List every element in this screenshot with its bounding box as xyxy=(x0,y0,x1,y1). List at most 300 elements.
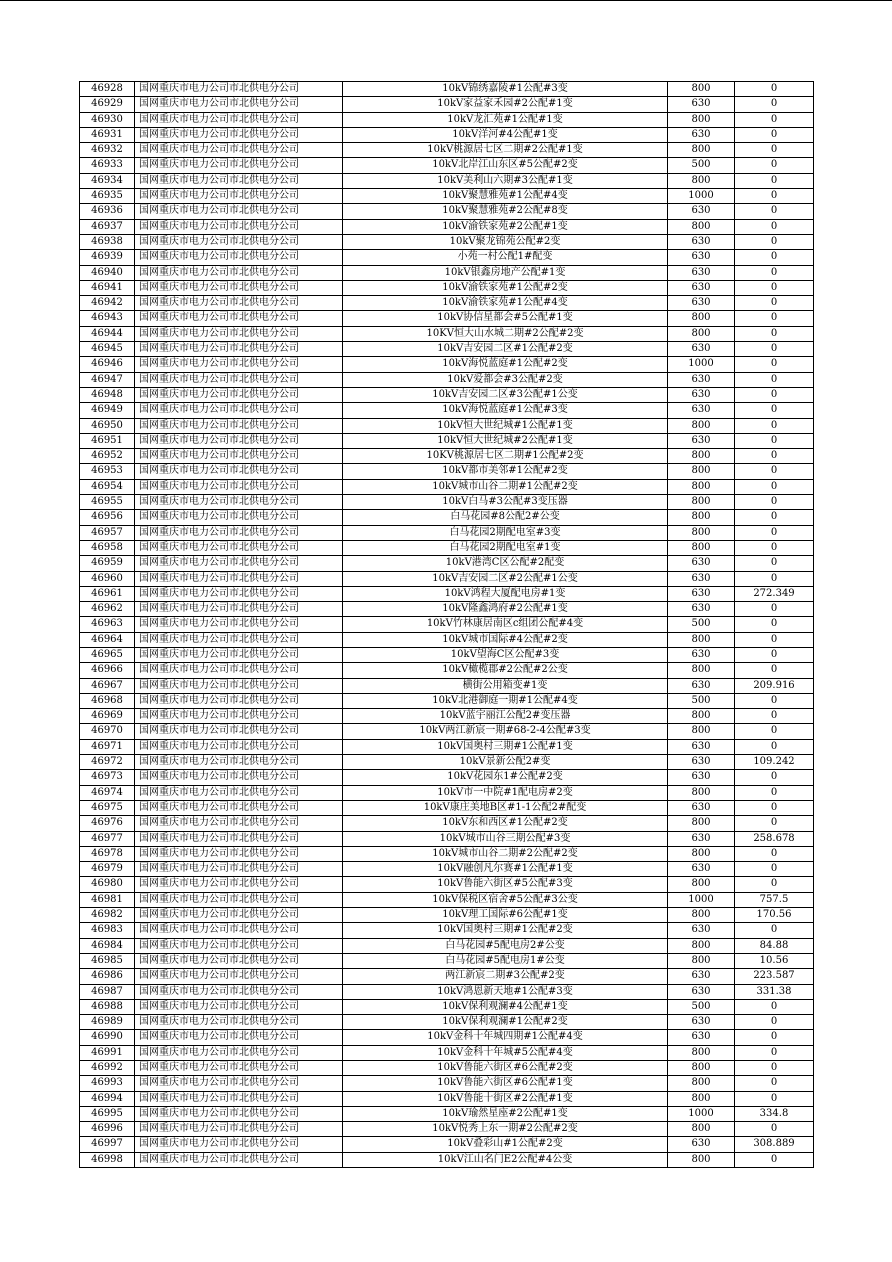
capacity-cell: 800 xyxy=(668,724,735,739)
transformer-name-cell: 白马花园2期配电室#1变 xyxy=(343,540,668,555)
capacity-cell: 800 xyxy=(668,1122,735,1137)
company-cell: 国网重庆市电力公司市北供电分公司 xyxy=(135,250,343,265)
capacity-cell: 800 xyxy=(668,418,735,433)
value-cell: 0 xyxy=(735,617,814,632)
company-cell: 国网重庆市电力公司市北供电分公司 xyxy=(135,984,343,999)
table-row xyxy=(80,938,814,953)
row-id: 46987 xyxy=(80,984,135,999)
value-cell: 0 xyxy=(735,846,814,861)
value-cell: 0 xyxy=(735,1045,814,1060)
company-cell: 国网重庆市电力公司市北供电分公司 xyxy=(135,724,343,739)
capacity-cell: 800 xyxy=(668,1045,735,1060)
transformer-name-cell: 10kV渝铁家苑#2公配#1变 xyxy=(343,219,668,234)
row-id: 46972 xyxy=(80,755,135,770)
row-id: 46976 xyxy=(80,816,135,831)
value-cell: 0 xyxy=(735,1152,814,1167)
row-id: 46951 xyxy=(80,433,135,448)
row-id: 46933 xyxy=(80,158,135,173)
table-row xyxy=(80,219,814,234)
transformer-name-cell: 10kV龙汇苑#1公配#1变 xyxy=(343,112,668,127)
value-cell: 0 xyxy=(735,1030,814,1045)
company-cell: 国网重庆市电力公司市北供电分公司 xyxy=(135,1015,343,1030)
capacity-cell: 630 xyxy=(668,342,735,357)
capacity-cell: 630 xyxy=(668,372,735,387)
transformer-name-cell: 10kV洋河#4公配#1变 xyxy=(343,127,668,142)
row-id: 46946 xyxy=(80,357,135,372)
table-row xyxy=(80,877,814,892)
value-cell: 308.889 xyxy=(735,1137,814,1152)
row-id: 46961 xyxy=(80,586,135,601)
table-row xyxy=(80,984,814,999)
table-row xyxy=(80,969,814,984)
transformer-name-cell: 10kV融创凡尔赛#1公配#1变 xyxy=(343,862,668,877)
company-cell: 国网重庆市电力公司市北供电分公司 xyxy=(135,739,343,754)
value-cell: 170.56 xyxy=(735,908,814,923)
transformer-name-cell: 10kV理工国际#6公配#1变 xyxy=(343,908,668,923)
company-cell: 国网重庆市电力公司市北供电分公司 xyxy=(135,571,343,586)
transformer-name-cell: 10kV望海C区公配#3变 xyxy=(343,647,668,662)
table-row xyxy=(80,923,814,938)
value-cell: 0 xyxy=(735,495,814,510)
company-cell: 国网重庆市电力公司市北供电分公司 xyxy=(135,418,343,433)
table-row xyxy=(80,495,814,510)
row-id: 46958 xyxy=(80,540,135,555)
row-id: 46943 xyxy=(80,311,135,326)
company-cell: 国网重庆市电力公司市北供电分公司 xyxy=(135,709,343,724)
company-cell: 国网重庆市电力公司市北供电分公司 xyxy=(135,1061,343,1076)
company-cell: 国网重庆市电力公司市北供电分公司 xyxy=(135,127,343,142)
company-cell: 国网重庆市电力公司市北供电分公司 xyxy=(135,877,343,892)
capacity-cell: 630 xyxy=(668,862,735,877)
capacity-cell: 800 xyxy=(668,1061,735,1076)
value-cell: 272.349 xyxy=(735,586,814,601)
transformer-name-cell: 10kV金科十年城#5公配#4变 xyxy=(343,1045,668,1060)
company-cell: 国网重庆市电力公司市北供电分公司 xyxy=(135,449,343,464)
row-id: 46967 xyxy=(80,678,135,693)
value-cell: 0 xyxy=(735,510,814,525)
table-row xyxy=(80,372,814,387)
row-id: 46930 xyxy=(80,112,135,127)
value-cell: 209.916 xyxy=(735,678,814,693)
transformer-name-cell: 10kV鸿程大厦配电房#1变 xyxy=(343,586,668,601)
table-row xyxy=(80,296,814,311)
company-cell: 国网重庆市电力公司市北供电分公司 xyxy=(135,862,343,877)
company-cell: 国网重庆市电力公司市北供电分公司 xyxy=(135,296,343,311)
transformer-name-cell: 10kV鸿恩新天地#1公配#3变 xyxy=(343,984,668,999)
table-row xyxy=(80,999,814,1014)
transformer-name-cell: 两江新宸二期#3公配#2变 xyxy=(343,969,668,984)
table-row xyxy=(80,326,814,341)
transformer-name-cell: 10kV鲁能六街区#5公配#3变 xyxy=(343,877,668,892)
row-id: 46996 xyxy=(80,1122,135,1137)
row-id: 46965 xyxy=(80,647,135,662)
transformer-name-cell: 10kV渝铁家苑#1公配#2变 xyxy=(343,280,668,295)
capacity-cell: 800 xyxy=(668,1091,735,1106)
value-cell: 0 xyxy=(735,250,814,265)
transformer-name-cell: 10kV蓝宇丽江公配2#变压器 xyxy=(343,709,668,724)
company-cell: 国网重庆市电力公司市北供电分公司 xyxy=(135,311,343,326)
row-id: 46980 xyxy=(80,877,135,892)
table-row xyxy=(80,403,814,418)
transformer-name-cell: 10kV吉安园二区#1公配#2变 xyxy=(343,342,668,357)
table-row xyxy=(80,785,814,800)
transformer-name-cell: 10kV城市山谷三期公配#3变 xyxy=(343,831,668,846)
row-id: 46939 xyxy=(80,250,135,265)
table-row xyxy=(80,1106,814,1121)
table-row xyxy=(80,158,814,173)
transformer-name-cell: 10kV白马#3公配#3变压器 xyxy=(343,495,668,510)
transformer-name-cell: 小苑一村公配1#配变 xyxy=(343,250,668,265)
capacity-cell: 800 xyxy=(668,82,735,97)
value-cell: 0 xyxy=(735,632,814,647)
value-cell: 0 xyxy=(735,433,814,448)
row-id: 46968 xyxy=(80,693,135,708)
capacity-cell: 800 xyxy=(668,495,735,510)
value-cell: 0 xyxy=(735,816,814,831)
transformer-name-cell: 10kV两江新宸一期#68-2-4公配#3变 xyxy=(343,724,668,739)
table-row xyxy=(80,953,814,968)
row-id: 46960 xyxy=(80,571,135,586)
capacity-cell: 630 xyxy=(668,97,735,112)
capacity-cell: 800 xyxy=(668,908,735,923)
transformer-name-cell: 10kV家益家禾园#2公配#1变 xyxy=(343,97,668,112)
transformer-name-cell: 10kV东和西区#1公配#2变 xyxy=(343,816,668,831)
company-cell: 国网重庆市电力公司市北供电分公司 xyxy=(135,586,343,601)
table-row xyxy=(80,755,814,770)
company-cell: 国网重庆市电力公司市北供电分公司 xyxy=(135,158,343,173)
row-id: 46949 xyxy=(80,403,135,418)
table-row xyxy=(80,846,814,861)
transformer-name-cell: 10kV保利观澜#4公配#1变 xyxy=(343,999,668,1014)
company-cell: 国网重庆市电力公司市北供电分公司 xyxy=(135,189,343,204)
transformer-name-cell: 10KV恒大山水城二期#2公配#2变 xyxy=(343,326,668,341)
table-row xyxy=(80,1030,814,1045)
capacity-cell: 630 xyxy=(668,556,735,571)
capacity-cell: 800 xyxy=(668,938,735,953)
company-cell: 国网重庆市电力公司市北供电分公司 xyxy=(135,953,343,968)
table-row xyxy=(80,265,814,280)
value-cell: 0 xyxy=(735,663,814,678)
transformer-name-cell: 10kV国奥村三期#1公配#2变 xyxy=(343,923,668,938)
value-cell: 258.678 xyxy=(735,831,814,846)
company-cell: 国网重庆市电力公司市北供电分公司 xyxy=(135,525,343,540)
transformer-name-cell: 10kV银鑫房地产公配#1变 xyxy=(343,265,668,280)
transformer-name-cell: 10kV都市美邻#1公配#2变 xyxy=(343,464,668,479)
row-id: 46992 xyxy=(80,1061,135,1076)
row-id: 46952 xyxy=(80,449,135,464)
table-row xyxy=(80,387,814,402)
value-cell: 0 xyxy=(735,158,814,173)
row-id: 46941 xyxy=(80,280,135,295)
capacity-cell: 800 xyxy=(668,143,735,158)
transformer-name-cell: 10kV聚慧雅苑#1公配#4变 xyxy=(343,189,668,204)
company-cell: 国网重庆市电力公司市北供电分公司 xyxy=(135,510,343,525)
row-id: 46971 xyxy=(80,739,135,754)
value-cell: 0 xyxy=(735,479,814,494)
transformer-name-cell: 10kV市一中院#1配电房#2变 xyxy=(343,785,668,800)
company-cell: 国网重庆市电力公司市北供电分公司 xyxy=(135,1030,343,1045)
value-cell: 0 xyxy=(735,862,814,877)
transformer-name-cell: 10kV康庄美地B区#1-1公配2#配变 xyxy=(343,800,668,815)
transformer-name-cell: 10kV叠彩山#1公配#2变 xyxy=(343,1137,668,1152)
capacity-cell: 630 xyxy=(668,250,735,265)
row-id: 46959 xyxy=(80,556,135,571)
table-row xyxy=(80,418,814,433)
table-row xyxy=(80,617,814,632)
row-id: 46954 xyxy=(80,479,135,494)
capacity-cell: 630 xyxy=(668,280,735,295)
table-row xyxy=(80,204,814,219)
company-cell: 国网重庆市电力公司市北供电分公司 xyxy=(135,97,343,112)
capacity-cell: 800 xyxy=(668,326,735,341)
capacity-cell: 630 xyxy=(668,647,735,662)
transformer-name-cell: 10kV花园东1#公配#2变 xyxy=(343,770,668,785)
capacity-cell: 630 xyxy=(668,770,735,785)
value-cell: 0 xyxy=(735,877,814,892)
value-cell: 0 xyxy=(735,647,814,662)
row-id: 46956 xyxy=(80,510,135,525)
transformer-name-cell: 10kV吉安园二区#2公配#1公变 xyxy=(343,571,668,586)
value-cell: 0 xyxy=(735,1091,814,1106)
row-id: 46998 xyxy=(80,1152,135,1167)
company-cell: 国网重庆市电力公司市北供电分公司 xyxy=(135,403,343,418)
company-cell: 国网重庆市电力公司市北供电分公司 xyxy=(135,433,343,448)
transformer-name-cell: 10kV竹林康居南区c组团公配#4变 xyxy=(343,617,668,632)
table-row xyxy=(80,1015,814,1030)
row-id: 46977 xyxy=(80,831,135,846)
table-row xyxy=(80,1076,814,1091)
company-cell: 国网重庆市电力公司市北供电分公司 xyxy=(135,372,343,387)
table-row xyxy=(80,663,814,678)
transformer-name-cell: 10kV爱都会#3公配#2变 xyxy=(343,372,668,387)
row-id: 46984 xyxy=(80,938,135,953)
table-row xyxy=(80,464,814,479)
row-id: 46929 xyxy=(80,97,135,112)
company-cell: 国网重庆市电力公司市北供电分公司 xyxy=(135,143,343,158)
capacity-cell: 800 xyxy=(668,632,735,647)
capacity-cell: 630 xyxy=(668,127,735,142)
value-cell: 223.587 xyxy=(735,969,814,984)
capacity-cell: 800 xyxy=(668,112,735,127)
value-cell: 0 xyxy=(735,999,814,1014)
row-id: 46928 xyxy=(80,82,135,97)
company-cell: 国网重庆市电力公司市北供电分公司 xyxy=(135,602,343,617)
table-row xyxy=(80,693,814,708)
company-cell: 国网重庆市电力公司市北供电分公司 xyxy=(135,800,343,815)
transformer-name-cell: 10kV聚龙锦苑公配#2变 xyxy=(343,234,668,249)
row-id: 46986 xyxy=(80,969,135,984)
company-cell: 国网重庆市电力公司市北供电分公司 xyxy=(135,173,343,188)
value-cell: 0 xyxy=(735,204,814,219)
value-cell: 0 xyxy=(735,602,814,617)
transformer-name-cell: 10kV隆鑫鸿府#2公配#1变 xyxy=(343,602,668,617)
row-id: 46978 xyxy=(80,846,135,861)
capacity-cell: 630 xyxy=(668,755,735,770)
capacity-cell: 630 xyxy=(668,1030,735,1045)
capacity-cell: 800 xyxy=(668,1076,735,1091)
row-id: 46955 xyxy=(80,495,135,510)
row-id: 46957 xyxy=(80,525,135,540)
capacity-cell: 800 xyxy=(668,540,735,555)
company-cell: 国网重庆市电力公司市北供电分公司 xyxy=(135,770,343,785)
value-cell: 0 xyxy=(735,1015,814,1030)
capacity-cell: 630 xyxy=(668,969,735,984)
company-cell: 国网重庆市电力公司市北供电分公司 xyxy=(135,326,343,341)
company-cell: 国网重庆市电力公司市北供电分公司 xyxy=(135,1076,343,1091)
value-cell: 0 xyxy=(735,112,814,127)
company-cell: 国网重庆市电力公司市北供电分公司 xyxy=(135,755,343,770)
table-row xyxy=(80,1045,814,1060)
company-cell: 国网重庆市电力公司市北供电分公司 xyxy=(135,663,343,678)
company-cell: 国网重庆市电力公司市北供电分公司 xyxy=(135,495,343,510)
transformer-name-cell: 10kV城市山谷二期#1公配#2变 xyxy=(343,479,668,494)
company-cell: 国网重庆市电力公司市北供电分公司 xyxy=(135,479,343,494)
value-cell: 757.5 xyxy=(735,892,814,907)
company-cell: 国网重庆市电力公司市北供电分公司 xyxy=(135,1152,343,1167)
capacity-cell: 800 xyxy=(668,479,735,494)
transformer-name-cell: 10kV鲁能六街区#6公配#1变 xyxy=(343,1076,668,1091)
value-cell: 0 xyxy=(735,1076,814,1091)
transformer-name-cell: 10kV国奥村三期#1公配#1变 xyxy=(343,739,668,754)
transformer-table xyxy=(79,81,814,1168)
capacity-cell: 1000 xyxy=(668,892,735,907)
company-cell: 国网重庆市电力公司市北供电分公司 xyxy=(135,923,343,938)
value-cell: 0 xyxy=(735,418,814,433)
value-cell: 0 xyxy=(735,770,814,785)
transformer-name-cell: 10kV锦绣嘉陵#1公配#3变 xyxy=(343,82,668,97)
table-row xyxy=(80,556,814,571)
row-id: 46934 xyxy=(80,173,135,188)
company-cell: 国网重庆市电力公司市北供电分公司 xyxy=(135,617,343,632)
company-cell: 国网重庆市电力公司市北供电分公司 xyxy=(135,1122,343,1137)
value-cell: 0 xyxy=(735,311,814,326)
value-cell: 0 xyxy=(735,785,814,800)
capacity-cell: 500 xyxy=(668,999,735,1014)
table-row xyxy=(80,800,814,815)
transformer-name-cell: 10kV鲁能十街区#2公配#1变 xyxy=(343,1091,668,1106)
transformer-name-cell: 10kV橄榄郡#2公配#2公变 xyxy=(343,663,668,678)
value-cell: 0 xyxy=(735,449,814,464)
value-cell: 0 xyxy=(735,709,814,724)
value-cell: 0 xyxy=(735,556,814,571)
capacity-cell: 800 xyxy=(668,663,735,678)
capacity-cell: 630 xyxy=(668,602,735,617)
transformer-name-cell: 10kV吉安园二区#3公配#1公变 xyxy=(343,387,668,402)
row-id: 46931 xyxy=(80,127,135,142)
row-id: 46975 xyxy=(80,800,135,815)
row-id: 46970 xyxy=(80,724,135,739)
transformer-name-cell: 10kV桃源居七区二期#2公配#1变 xyxy=(343,143,668,158)
value-cell: 0 xyxy=(735,234,814,249)
transformer-name-cell: 10kV江山名门E2公配#4公变 xyxy=(343,1152,668,1167)
value-cell: 84.88 xyxy=(735,938,814,953)
value-cell: 0 xyxy=(735,173,814,188)
table-row xyxy=(80,82,814,97)
table-row xyxy=(80,739,814,754)
capacity-cell: 1000 xyxy=(668,1106,735,1121)
row-id: 46990 xyxy=(80,1030,135,1045)
row-id: 46973 xyxy=(80,770,135,785)
row-id: 46994 xyxy=(80,1091,135,1106)
company-cell: 国网重庆市电力公司市北供电分公司 xyxy=(135,280,343,295)
value-cell: 0 xyxy=(735,189,814,204)
table-row xyxy=(80,173,814,188)
company-cell: 国网重庆市电力公司市北供电分公司 xyxy=(135,387,343,402)
table-row xyxy=(80,862,814,877)
table-row xyxy=(80,143,814,158)
row-id: 46982 xyxy=(80,908,135,923)
value-cell: 0 xyxy=(735,1061,814,1076)
value-cell: 0 xyxy=(735,387,814,402)
value-cell: 0 xyxy=(735,403,814,418)
row-id: 46945 xyxy=(80,342,135,357)
table-row xyxy=(80,433,814,448)
transformer-name-cell: 10kV金科十年城四期#1公配#4变 xyxy=(343,1030,668,1045)
company-cell: 国网重庆市电力公司市北供电分公司 xyxy=(135,678,343,693)
value-cell: 0 xyxy=(735,693,814,708)
capacity-cell: 630 xyxy=(668,204,735,219)
row-id: 46940 xyxy=(80,265,135,280)
transformer-name-cell: 10kV聚慧雅苑#2公配#8变 xyxy=(343,204,668,219)
capacity-cell: 630 xyxy=(668,984,735,999)
row-id: 46937 xyxy=(80,219,135,234)
company-cell: 国网重庆市电力公司市北供电分公司 xyxy=(135,82,343,97)
table-row xyxy=(80,1091,814,1106)
capacity-cell: 630 xyxy=(668,923,735,938)
value-cell: 0 xyxy=(735,342,814,357)
transformer-name-cell: 白马花园#5配电房1#公变 xyxy=(343,953,668,968)
table-row xyxy=(80,189,814,204)
table-row xyxy=(80,250,814,265)
table-row xyxy=(80,586,814,601)
page-top-rule xyxy=(0,0,892,1)
transformer-name-cell: 10kV保利观澜#1公配#2变 xyxy=(343,1015,668,1030)
row-id: 46953 xyxy=(80,464,135,479)
value-cell: 0 xyxy=(735,265,814,280)
company-cell: 国网重庆市电力公司市北供电分公司 xyxy=(135,908,343,923)
transformer-name-cell: 10kV鲁能六街区#6公配#2变 xyxy=(343,1061,668,1076)
row-id: 46938 xyxy=(80,234,135,249)
capacity-cell: 630 xyxy=(668,296,735,311)
transformer-name-cell: 白马花园#8公配2#公变 xyxy=(343,510,668,525)
capacity-cell: 800 xyxy=(668,785,735,800)
value-cell: 0 xyxy=(735,372,814,387)
capacity-cell: 800 xyxy=(668,816,735,831)
company-cell: 国网重庆市电力公司市北供电分公司 xyxy=(135,785,343,800)
company-cell: 国网重庆市电力公司市北供电分公司 xyxy=(135,831,343,846)
capacity-cell: 800 xyxy=(668,449,735,464)
company-cell: 国网重庆市电力公司市北供电分公司 xyxy=(135,464,343,479)
capacity-cell: 800 xyxy=(668,464,735,479)
transformer-name-cell: 10kV景新公配2#变 xyxy=(343,755,668,770)
row-id: 46979 xyxy=(80,862,135,877)
value-cell: 109.242 xyxy=(735,755,814,770)
capacity-cell: 630 xyxy=(668,831,735,846)
transformer-name-cell: 横街公用箱变#1变 xyxy=(343,678,668,693)
value-cell: 0 xyxy=(735,143,814,158)
company-cell: 国网重庆市电力公司市北供电分公司 xyxy=(135,265,343,280)
table-row xyxy=(80,602,814,617)
row-id: 46935 xyxy=(80,189,135,204)
value-cell: 0 xyxy=(735,800,814,815)
table-row xyxy=(80,908,814,923)
table-row xyxy=(80,770,814,785)
capacity-cell: 500 xyxy=(668,158,735,173)
capacity-cell: 800 xyxy=(668,1152,735,1167)
table-row xyxy=(80,816,814,831)
row-id: 46963 xyxy=(80,617,135,632)
company-cell: 国网重庆市电力公司市北供电分公司 xyxy=(135,647,343,662)
